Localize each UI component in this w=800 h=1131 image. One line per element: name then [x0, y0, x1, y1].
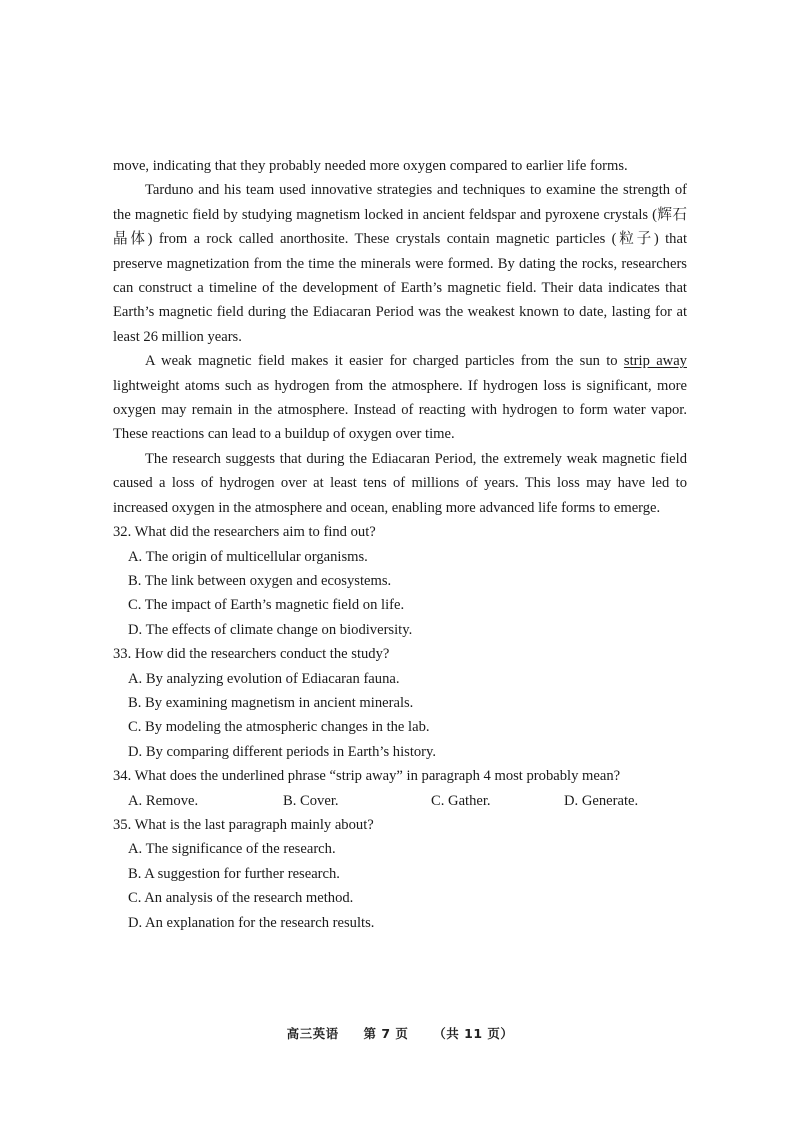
option-b: B. The link between oxygen and ecosystems. [128, 572, 392, 589]
footer-subject: 高三英语 [286, 1026, 339, 1041]
underlined-phrase: strip away [623, 353, 687, 370]
option-a: A. By analyzing evolution of Ediacaran fauna. [128, 670, 400, 687]
option-a: A. The significance of the research. [128, 841, 336, 858]
paragraph-3-text-before: A weak magnetic field makes it easier for charged particles from the sun to [145, 353, 624, 370]
passage-paragraph-1-end: move, indicating that they probably needed more oxygen compared to earlier life forms. [113, 158, 628, 174]
option-b: B. A suggestion for further research. [128, 865, 340, 882]
option-c: C. The impact of Earth’s magnetic field on life. [128, 597, 405, 614]
question-33 [113, 642, 687, 764]
option-b: B. By examining magnetism in ancient minerals. [128, 694, 414, 711]
question-stem: 35. What is the last paragraph mainly about? [113, 816, 374, 833]
question-35 [113, 813, 687, 935]
exam-page [113, 154, 687, 935]
option-a: A. Remove. [128, 792, 199, 809]
option-a: A. The origin of multicellular organisms. [128, 548, 368, 565]
option-c: C. An analysis of the research method. [128, 890, 354, 907]
question-stem: 32. What did the researchers aim to find out? [113, 524, 376, 541]
paragraph-3-text-after: lightweight atoms such as hydrogen from the atmosphere. If hydrogen loss is significant, more oxygen may remain in the atmosphere. Instead of reacting with hydrogen to form water vapor. These reactions can lead to a buildup of oxygen over time. [113, 377, 687, 443]
passage-paragraph-2: Tarduno and his team used innovative strategies and techniques to examine the strength of the magnetic field by studying magnetism locked in ancient feldspar and pyroxene crystals (辉石晶体) from a rock called anorthosite. These crystals contain magnetic particles (粒子) that preserve magnetization from the time the minerals were formed. By dating the rocks, researchers can construct a timeline of the development of Earth’s magnetic field. Their data indicates that Earth’s magnetic field during the Ediacaran Period was the weakest known to date, lasting for at least 26 million years. [113, 182, 687, 345]
question-34 [113, 764, 687, 813]
question-stem: 34. What does the underlined phrase “strip away” in paragraph 4 most probably mean? [113, 768, 621, 785]
footer-page-number: 第 7 页 [363, 1026, 409, 1041]
passage-paragraph-3 [113, 349, 687, 447]
question-stem: 33. How did the researchers conduct the study? [113, 646, 390, 663]
passage-paragraph-4: The research suggests that during the Ediacaran Period, the extremely weak magnetic field caused a loss of hydrogen over at least tens of millions of years. This loss may have led to increased oxygen in the atmosphere and ocean, enabling more advanced life forms to emerge. [113, 450, 687, 516]
option-c: C. By modeling the atmospheric changes in the lab. [128, 719, 430, 736]
page-footer [0, 1024, 800, 1042]
option-d: D. The effects of climate change on biodiversity. [128, 621, 413, 638]
option-d: D. By comparing different periods in Earth’s history. [128, 743, 437, 760]
footer-total-pages: （共 11 页） [433, 1026, 514, 1041]
option-d: D. Generate. [564, 792, 639, 809]
options-row [113, 789, 687, 813]
option-b: B. Cover. [283, 792, 339, 809]
option-d: D. An explanation for the research results. [128, 914, 375, 931]
question-32 [113, 520, 687, 642]
option-c: C. Gather. [431, 792, 491, 809]
